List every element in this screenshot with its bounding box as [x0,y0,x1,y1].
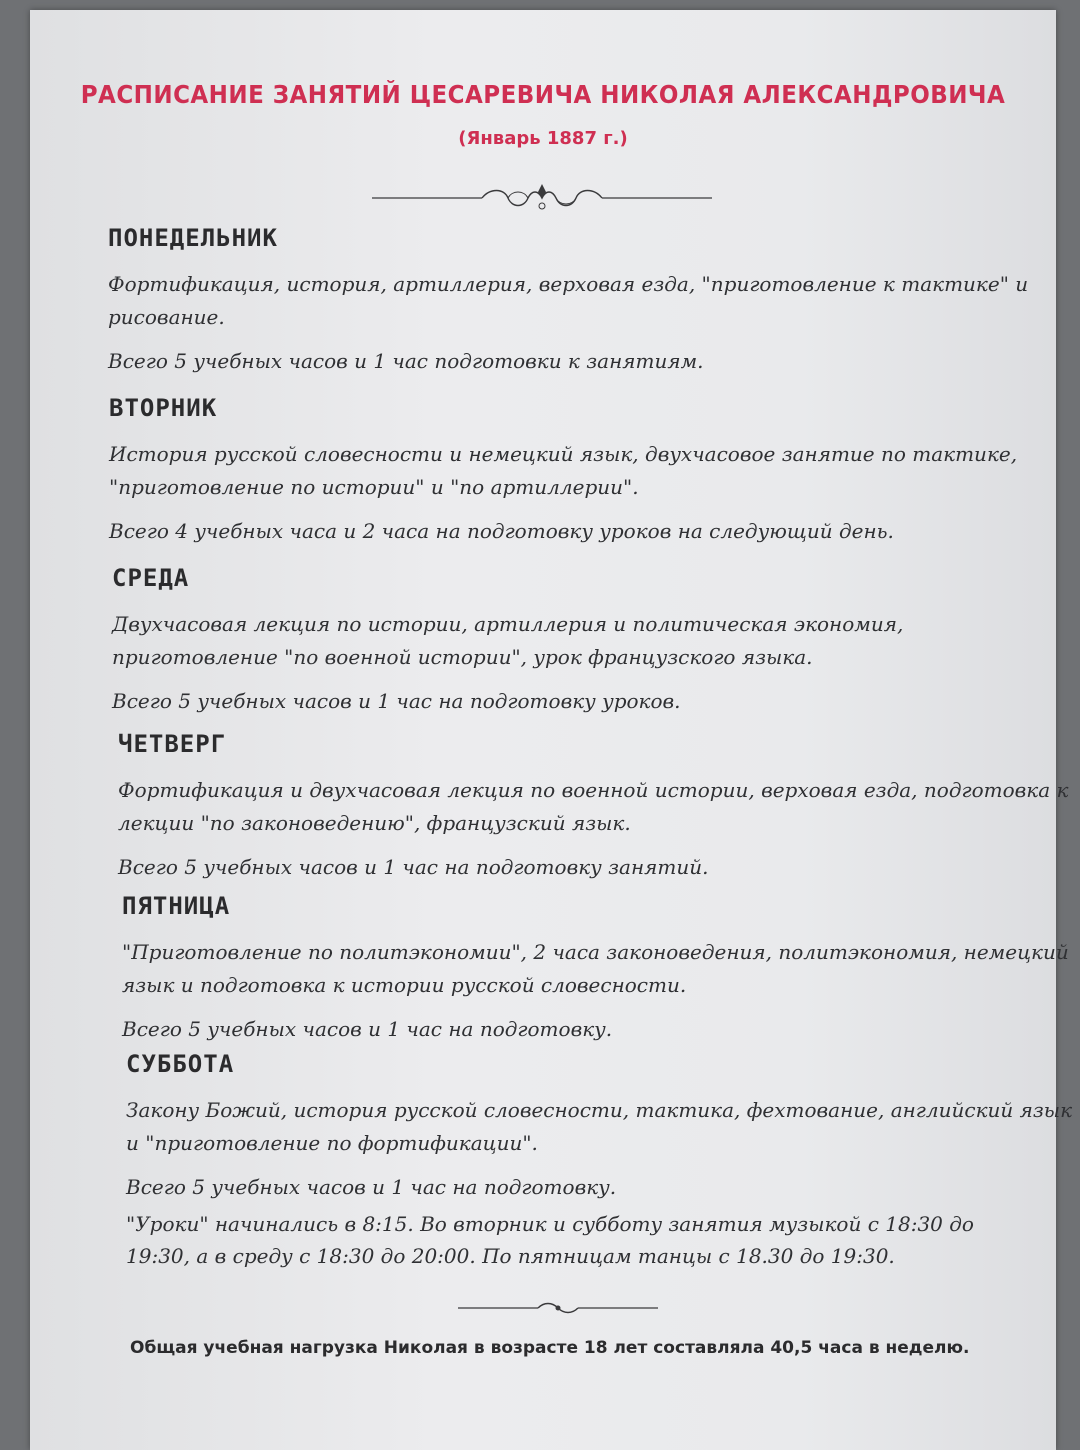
day-total-hours: Всего 4 учебных часа и 2 часа на подготовку уроков на следующий день. [109,519,894,543]
day-title: ЧЕТВЕРГ [118,730,227,758]
ornament-divider [372,178,712,218]
day-block-thursday [118,730,1078,882]
page-title: РАСПИСАНИЕ ЗАНЯТИЙ ЦЕСАРЕВИЧА НИКОЛАЯ АЛЕКСАНДРОВИЧА [80,80,1006,109]
day-total-hours: Всего 5 учебных часов и 1 час на подготовку. [126,1175,617,1199]
footer-summary: Общая учебная нагрузка Николая в возрасте 18 лет составляла 40,5 часа в неделю. [130,1338,970,1358]
day-description: "Приготовление по политэкономии", 2 часа законоведения, политэкономия, немецкий язык и подготовка к истории русской словесности. [122,940,1069,997]
day-title: СУББОТА [126,1050,235,1078]
day-description: Фортификация, история, артиллерия, верховая езда, "приготовление к тактике" и рисование. [108,272,1029,329]
day-block-saturday [126,1050,1080,1202]
day-title: СРЕДА [112,564,190,592]
day-description: Закону Божий, история русской словесности, тактика, фехтование, английский язык и "приготовление по фортификации". [126,1098,1073,1155]
page-subtitle: (Январь 1887 г.) [458,128,628,149]
ornament-divider-small [458,1300,658,1316]
day-total-hours: Всего 5 учебных часов и 1 час на подготовку. [122,1017,613,1041]
day-total-hours: Всего 5 учебных часов и 1 час на подготовку уроков. [112,689,681,713]
day-description: История русской словесности и немецкий язык, двухчасовое занятие по тактике, "приготовление по истории" и "по артиллерии". [109,442,1018,499]
schedule-note: "Уроки" начинались в 8:15. Во вторник и субботу занятия музыкой с 18:30 до 19:30, а в среду с 18:30 до 20:00. По пятницам танцы с 18.30 до 19:30. [126,1212,974,1268]
day-block-monday [108,224,1068,376]
day-title: ПЯТНИЦА [122,892,231,920]
day-description: Двухчасовая лекция по истории, артиллерия и политическая экономия, приготовление "по военной истории", урок французского языка. [112,612,904,669]
day-block-wednesday [112,564,1072,716]
day-total-hours: Всего 5 учебных часов и 1 час на подготовку занятий. [118,855,709,879]
day-title: ВТОРНИК [109,394,218,422]
day-total-hours: Всего 5 учебных часов и 1 час подготовки к занятиям. [108,349,704,373]
day-title: ПОНЕДЕЛЬНИК [108,224,278,252]
schedule-sheet [30,10,1073,1450]
day-block-friday [122,892,1080,1044]
day-block-tuesday [109,394,1069,546]
day-description: Фортификация и двухчасовая лекция по военной истории, верховая езда, подготовка к лекции "по законоведению", французский язык. [118,778,1069,835]
